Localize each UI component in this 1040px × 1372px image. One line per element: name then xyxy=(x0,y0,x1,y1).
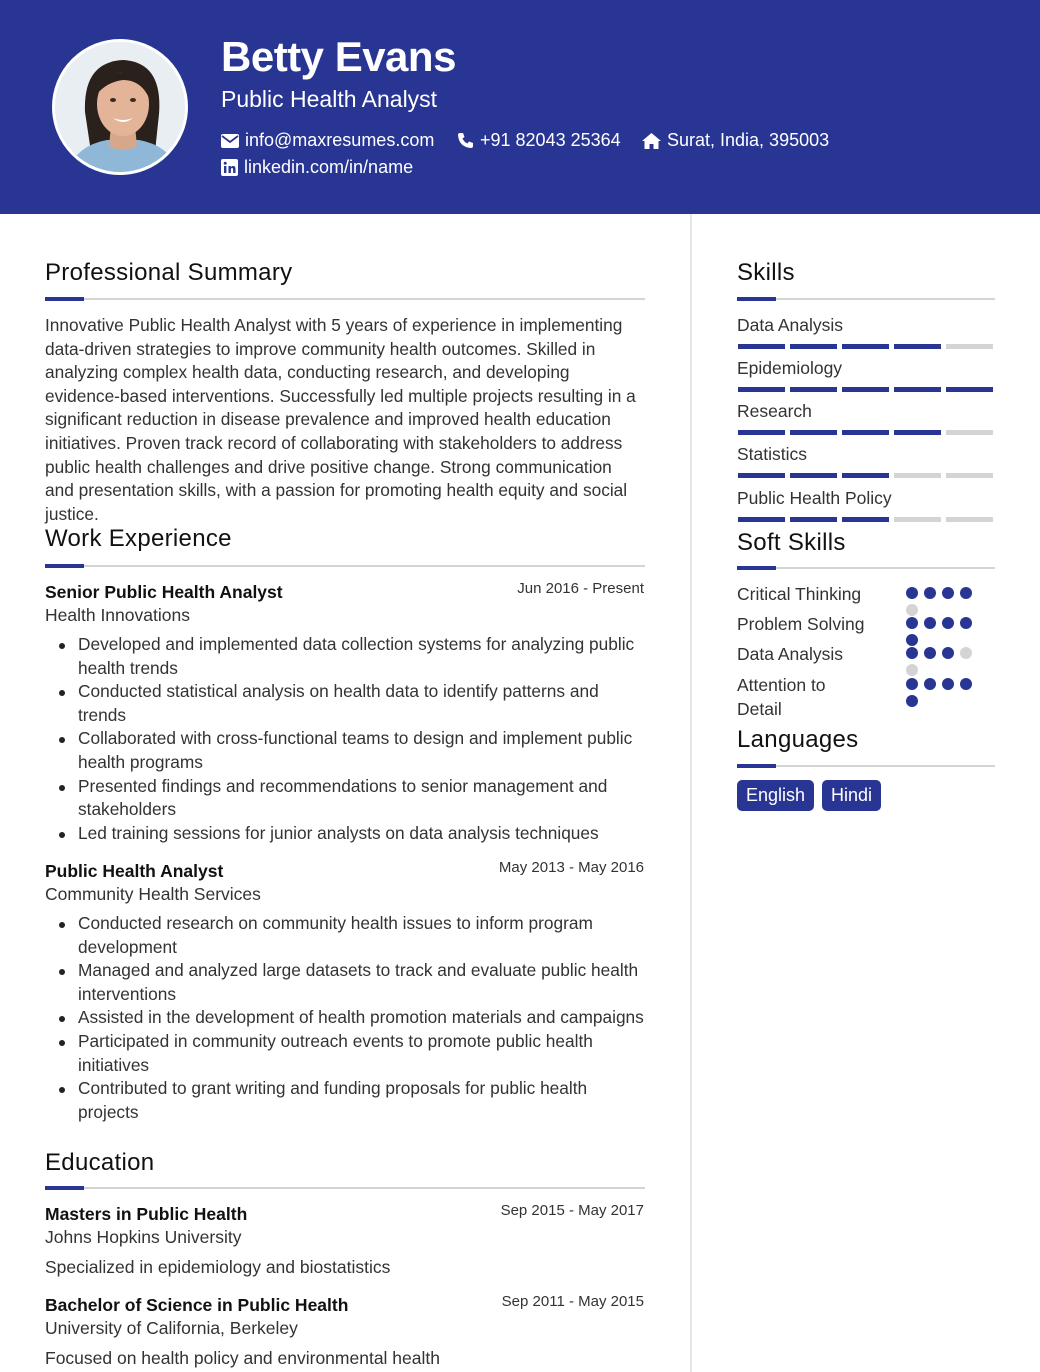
skill-level-segment xyxy=(842,387,889,392)
soft-skill-name: Attention to Detail xyxy=(737,675,826,719)
skill-level-segment xyxy=(946,473,993,478)
skill-level-segment xyxy=(946,517,993,522)
language-badge-hindi: Hindi xyxy=(822,780,881,811)
job-dates: May 2013 - May 2016 xyxy=(498,859,644,876)
skill-name: Research xyxy=(737,401,812,421)
rating-dot xyxy=(906,617,918,629)
job-bullets xyxy=(45,912,645,1124)
phone-link[interactable] xyxy=(457,130,621,151)
rating-dot xyxy=(906,634,918,646)
school-name: University of California, Berkeley xyxy=(45,1318,298,1338)
list-item: Managed and analyzed large datasets to track and evaluate public health interventions xyxy=(45,959,645,1006)
rating-dot xyxy=(942,587,954,599)
soft-skill-name: Data Analysis xyxy=(737,644,844,664)
skill-level-bar xyxy=(738,344,993,349)
skill-level-segment xyxy=(790,387,837,392)
skill-name: Public Health Policy xyxy=(737,488,892,508)
soft-skill-rating xyxy=(906,617,976,646)
home-icon xyxy=(642,133,661,149)
skill-level-segment xyxy=(894,344,941,349)
rating-dot xyxy=(906,678,918,690)
languages-rule xyxy=(737,765,995,767)
rating-dot xyxy=(906,695,918,707)
skill-name: Epidemiology xyxy=(737,358,843,378)
degree-title: Masters in Public Health xyxy=(45,1204,248,1224)
rating-dot xyxy=(906,587,918,599)
skill-name: Statistics xyxy=(737,444,808,464)
candidate-title: Public Health Analyst xyxy=(221,86,438,112)
skill-level-segment xyxy=(894,473,941,478)
soft-skill-name: Critical Thinking xyxy=(737,584,862,604)
skill-level-segment xyxy=(790,430,837,435)
rating-dot xyxy=(942,678,954,690)
rating-dot xyxy=(942,617,954,629)
skill-level-segment xyxy=(894,517,941,522)
job-bullets xyxy=(45,633,645,845)
rating-dot xyxy=(906,604,918,616)
list-item: Assisted in the development of health promotion materials and campaigns xyxy=(45,1006,645,1030)
linkedin-text: linkedin.com/in/name xyxy=(244,157,414,177)
education-heading: Education xyxy=(45,1149,155,1176)
summary-rule xyxy=(45,298,645,300)
degree-title: Bachelor of Science in Public Health xyxy=(45,1295,349,1315)
skill-level-bar xyxy=(738,430,993,435)
skill-level-bar xyxy=(738,517,993,522)
list-item: Contributed to grant writing and funding proposals for public health projects xyxy=(45,1077,645,1124)
soft-skill-name: Problem Solving xyxy=(737,614,865,634)
rating-dot xyxy=(906,664,918,676)
rating-dot xyxy=(906,647,918,659)
candidate-name: Betty Evans xyxy=(221,33,456,80)
job-title: Public Health Analyst xyxy=(45,861,224,881)
column-divider xyxy=(690,214,692,1372)
rating-dot xyxy=(960,617,972,629)
skill-level-segment xyxy=(738,387,785,392)
skill-level-segment xyxy=(738,430,785,435)
degree-dates: Sep 2011 - May 2015 xyxy=(501,1293,644,1310)
job-dates: Jun 2016 - Present xyxy=(517,580,644,597)
resume-header xyxy=(0,0,1040,214)
skill-level-segment xyxy=(738,517,785,522)
skill-level-segment xyxy=(894,387,941,392)
skill-level-segment xyxy=(946,344,993,349)
soft-skill-rating xyxy=(906,587,976,616)
list-item: Participated in community outreach events to promote public health initiatives xyxy=(45,1030,645,1077)
linkedin-icon xyxy=(221,159,238,176)
list-item: Conducted statistical analysis on health data to identify patterns and trends xyxy=(45,680,645,727)
envelope-icon xyxy=(221,134,239,148)
rating-dot xyxy=(942,647,954,659)
job-org: Community Health Services xyxy=(45,884,261,904)
soft-skill-rating xyxy=(906,647,976,676)
skill-level-segment xyxy=(738,473,785,478)
skills-heading: Skills xyxy=(737,259,795,286)
skill-level-bar xyxy=(738,387,993,392)
list-item: Led training sessions for junior analysts on data analysis techniques xyxy=(45,822,645,846)
degree-description: Specialized in epidemiology and biostatistics xyxy=(45,1257,391,1277)
list-item: Presented findings and recommendations to senior management and stakeholders xyxy=(45,775,645,822)
list-item: Conducted research on community health issues to inform program development xyxy=(45,912,645,959)
experience-rule xyxy=(45,565,645,567)
experience-heading: Work Experience xyxy=(45,525,232,552)
rating-dot xyxy=(960,587,972,599)
soft-skill-rating xyxy=(906,678,976,707)
rating-dot xyxy=(960,647,972,659)
job-org: Health Innovations xyxy=(45,605,190,625)
degree-description: Focused on health policy and environmental health xyxy=(45,1348,440,1368)
skill-level-segment xyxy=(946,430,993,435)
rating-dot xyxy=(924,617,936,629)
rating-dot xyxy=(924,587,936,599)
email-text: info@maxresumes.com xyxy=(245,130,435,150)
list-item: Developed and implemented data collection systems for analyzing public health trends xyxy=(45,633,645,680)
phone-icon xyxy=(457,132,474,149)
soft-skills-heading: Soft Skills xyxy=(737,529,846,556)
skill-level-segment xyxy=(946,387,993,392)
list-item: Collaborated with cross-functional teams to design and implement public health programs xyxy=(45,727,645,774)
phone-text: +91 82043 25364 xyxy=(480,130,621,150)
education-rule xyxy=(45,1187,645,1189)
skill-level-segment xyxy=(790,344,837,349)
skill-level-segment xyxy=(842,430,889,435)
skill-name: Data Analysis xyxy=(737,315,844,335)
rating-dot xyxy=(924,647,936,659)
location xyxy=(642,130,829,151)
soft-skills-rule xyxy=(737,567,995,569)
skill-level-segment xyxy=(738,344,785,349)
location-text: Surat, India, 395003 xyxy=(667,130,830,150)
summary-heading: Professional Summary xyxy=(45,259,293,286)
email-link[interactable] xyxy=(221,130,434,151)
school-name: Johns Hopkins University xyxy=(45,1227,242,1247)
skills-rule xyxy=(737,298,995,300)
skill-level-segment xyxy=(790,517,837,522)
rating-dot xyxy=(960,678,972,690)
profile-photo xyxy=(52,39,188,175)
rating-dot xyxy=(924,678,936,690)
skill-level-segment xyxy=(842,344,889,349)
degree-dates: Sep 2015 - May 2017 xyxy=(500,1202,644,1219)
skill-level-segment xyxy=(790,473,837,478)
summary-text: Innovative Public Health Analyst with 5 years of experience in implementing data-driven strategies to improve community health outcomes. Skilled in analyzing complex health data, conducting research, and developing evidence-based interventions. Successfully led multiple projects resulting in a significant reduction in disease prevalence and improved health education initiatives. Proven track record of collaborating with stakeholders to address public health challenges and drive positive change. Strong communication and presentation skills, with a passion for promoting health equity and social justice. xyxy=(45,315,636,524)
skill-level-bar xyxy=(738,473,993,478)
skill-level-segment xyxy=(894,430,941,435)
language-badge-english: English xyxy=(737,780,814,811)
job-title: Senior Public Health Analyst xyxy=(45,582,283,602)
skill-level-segment xyxy=(842,517,889,522)
languages-heading: Languages xyxy=(737,726,859,753)
linkedin-link[interactable] xyxy=(221,157,413,178)
skill-level-segment xyxy=(842,473,889,478)
